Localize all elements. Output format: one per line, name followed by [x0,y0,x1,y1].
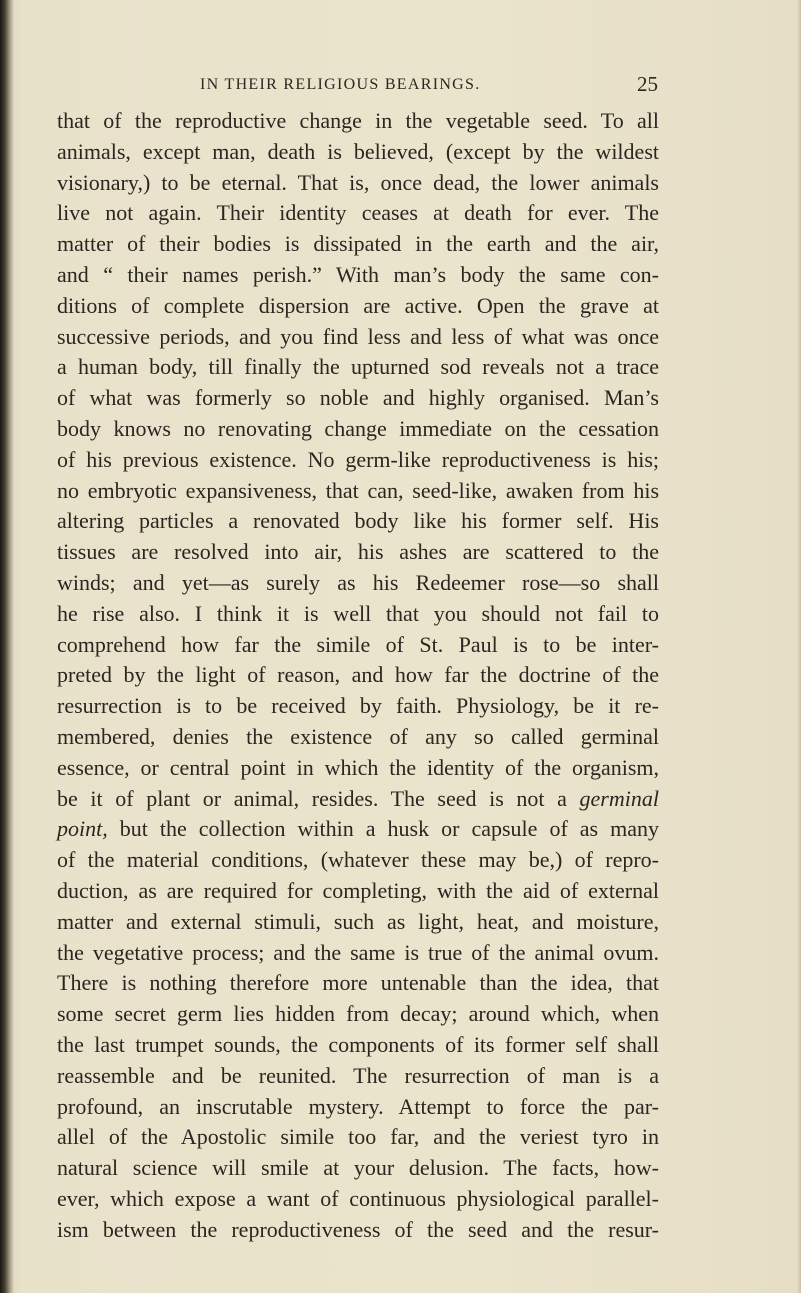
text-line: live not again. Their identity ceases at death for ever. The [57,200,659,226]
body-text [57,106,659,1245]
text-line: and “ their names perish.” With man’s body the same con- [57,261,659,287]
text-line: profound, an inscrutable mystery. Attempt to force the par- [57,1093,659,1119]
text-line: preted by the light of reason, and how far the doctrine of the [57,662,659,688]
text-segment: but the collection within a husk or capsule of as many [107,816,659,842]
text-line: the vegetative process; and the same is true of the animal ovum. [57,939,659,965]
text-line: resurrection is to be received by faith. Physiology, be it re- [57,693,659,719]
text-line: animals, except man, death is believed, (except by the wildest [57,138,659,164]
running-head [70,72,658,102]
text-line: There is nothing therefore more untenable than the idea, that [57,970,659,996]
text-line: successive periods, and you find less and less of what was once [57,323,659,349]
page-binding-edge [0,0,14,1293]
text-line: body knows no renovating change immediate on the cessation [57,415,659,441]
text-line: duction, as are required for completing, with the aid of external [57,877,659,903]
text-line: ism between the reproductiveness of the seed and the resur- [57,1216,659,1242]
text-line: of what was formerly so noble and highly organised. Man’s [57,385,659,411]
text-line: comprehend how far the simile of St. Paul is to be inter- [57,631,659,657]
text-line: natural science will smile at your delusion. The facts, how- [57,1155,659,1181]
text-line: matter of their bodies is dissipated in the earth and the air, [57,231,659,257]
text-line-mixed [57,784,659,815]
text-line: ever, which expose a want of continuous physiological parallel- [57,1185,659,1211]
text-line: some secret germ lies hidden from decay; around which, when [57,1001,659,1027]
italic-term: point, [57,816,108,842]
page-right-edge [797,0,801,1293]
text-line: no embryotic expansiveness, that can, seed-like, awaken from his [57,477,659,503]
text-line: allel of the Apostolic simile too far, and the veriest tyro in [57,1124,659,1150]
text-line: of his previous existence. No germ-like reproductiveness is his; [57,446,659,472]
text-line: that of the reproductive change in the vegetable seed. To all [57,108,659,133]
running-title: IN THEIR RELIGIOUS BEARINGS. [200,76,481,93]
text-line: of the material conditions, (whatever these may be,) of repro- [57,847,659,873]
text-line: reassemble and be reunited. The resurrection of man is a [57,1062,659,1088]
text-line: essence, or central point in which the identity of the organism, [57,754,659,780]
text-line: matter and external stimuli, such as light, heat, and moisture, [57,908,659,934]
text-segment: be it of plant or animal, resides. The seed is not a [57,785,567,811]
italic-term: germinal [579,785,659,811]
page-number: 25 [637,72,658,96]
text-line: the last trumpet sounds, the components of its former self shall [57,1031,659,1057]
text-line: altering particles a renovated body like his former self. His [57,508,659,534]
text-line: membered, denies the existence of any so called germinal [57,723,659,749]
text-line: tissues are resolved into air, his ashes are scattered to the [57,539,659,565]
text-line: winds; and yet—as surely as his Redeemer rose—so shall [57,569,659,595]
text-line: visionary,) to be eternal. That is, once dead, the lower animals [57,169,659,195]
text-line: a human body, till finally the upturned sod reveals not a trace [57,354,659,380]
text-line-mixed [57,814,659,845]
text-line: he rise also. I think it is well that you should not fail to [57,600,659,626]
text-line: ditions of complete dispersion are active. Open the grave at [57,292,659,318]
